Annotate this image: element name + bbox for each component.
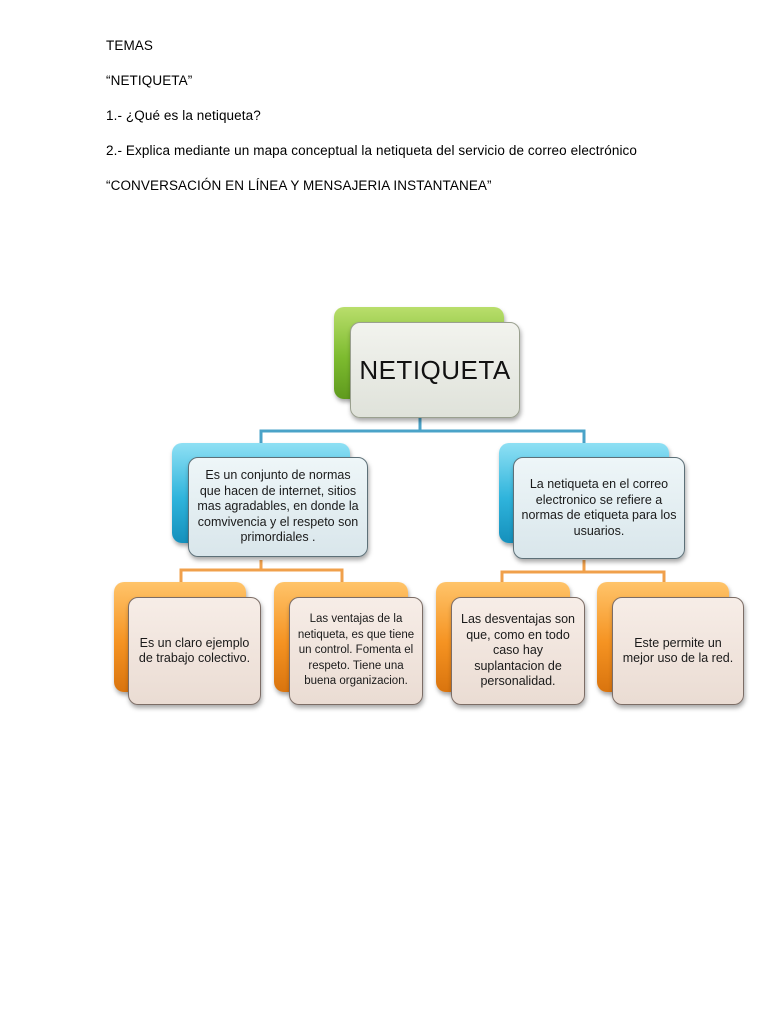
concept-node-email-label: La netiqueta en el correo electronico se refiere a normas de etiqueta para los usuarios. [513,457,685,559]
doc-question-1: 1.- ¿Qué es la netiqueta? [106,108,261,123]
concept-node-better-use [597,582,747,708]
doc-heading-temas: TEMAS [106,38,154,53]
concept-node-advantages [274,582,426,708]
doc-topic-title: “NETIQUETA” [106,73,193,88]
connector-left-to-child-1 [181,560,261,583]
connector-right-to-child-3 [502,560,584,583]
connector-root-to-left [261,418,420,444]
concept-node-disadvantages-label: Las desventajas son que, como en todo caso hay suplantacion de personalidad. [451,597,585,705]
doc-question-2: 2.- Explica mediante un mapa conceptual la netiqueta del servicio de correo electrónico [106,143,638,158]
concept-node-email [499,443,689,563]
concept-node-root-label: NETIQUETA [350,322,520,418]
doc-subtopic-title: “CONVERSACIÓN EN LÍNEA Y MENSAJERIA INSTANTANEA” [106,178,492,193]
concept-node-better-use-label: Este permite un mejor uso de la red. [612,597,744,705]
concept-node-disadvantages [436,582,588,708]
concept-node-teamwork-label: Es un claro ejemplo de trabajo colectivo. [128,597,261,705]
concept-node-advantages-label: Las ventajas de la netiqueta, es que tiene un control. Fomenta el respeto. Tiene una buena organizacion. [289,597,423,705]
concept-node-root [334,307,524,417]
concept-node-definition-label: Es un conjunto de normas que hacen de internet, sitios mas agradables, en donde la comvivencia y el respeto son primordiales . [188,457,368,557]
concept-node-teamwork [114,582,264,708]
concept-node-definition [172,443,372,563]
